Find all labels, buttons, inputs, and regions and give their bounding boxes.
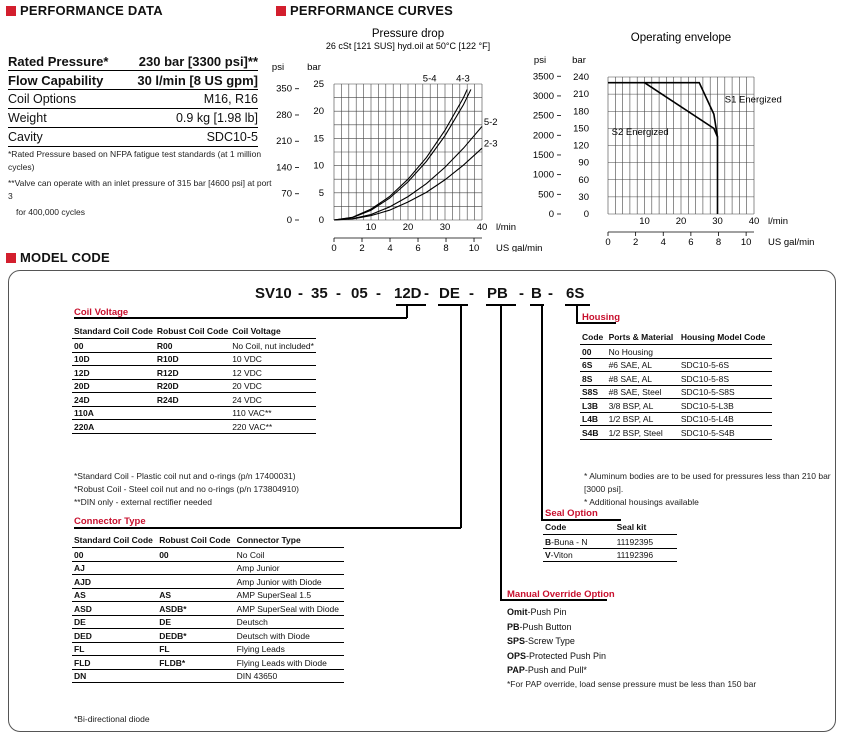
- override-desc: -Push Pin: [527, 607, 567, 617]
- table-cell: L4B: [582, 414, 599, 424]
- override-item: [507, 605, 756, 620]
- y-tick-bar: 5: [318, 187, 324, 199]
- x-axis-label-lpm: l/min: [496, 222, 517, 233]
- leader-line: [576, 304, 578, 323]
- table-cell: 20 VDC: [232, 381, 262, 391]
- table-row: [72, 656, 344, 670]
- table-cell: 10 VDC: [232, 354, 262, 364]
- series-label: 5-2: [483, 116, 498, 128]
- y-tick-bar: 150: [573, 123, 589, 135]
- manual-override-list: [507, 605, 756, 691]
- seal-option-header: Seal kit: [616, 522, 647, 532]
- table-cell: Amp Junior with Diode: [236, 576, 322, 587]
- series-label: S2 Energized: [611, 127, 669, 139]
- housing-header: Ports & Material: [608, 332, 674, 342]
- table-cell: [157, 669, 234, 683]
- seal-kit: 11192396: [616, 550, 654, 560]
- y-axis-label-bar: bar: [307, 62, 321, 73]
- override-code: PB: [507, 621, 520, 632]
- table-cell: [155, 420, 230, 434]
- perf-value: SDC10-5: [206, 130, 258, 144]
- table-cell: SDC10-5-S4B: [680, 427, 735, 438]
- leader-line: [460, 304, 462, 528]
- y-tick-psi: 70: [281, 188, 292, 200]
- y-tick-bar: 0: [583, 209, 589, 220]
- code-separator: -: [298, 285, 303, 302]
- chart-subtitle: 26 cSt [121 SUS] hyd.oil at 50°C [122 °F]: [325, 41, 491, 51]
- perf-row: [8, 52, 258, 71]
- leader-line: [500, 304, 502, 600]
- coil-voltage-header: Standard Coil Code: [74, 326, 153, 336]
- table-cell: No Coil: [236, 549, 265, 560]
- seal-option-header: Code: [545, 522, 567, 532]
- seal-code-cell: [543, 535, 615, 549]
- x-axis-label-gpm: US gal/min: [768, 237, 815, 248]
- table-cell: 220A: [74, 421, 95, 432]
- coil-voltage-note: *Standard Coil - Plastic coil nut and o-rings (p/n 17400031): [74, 471, 296, 481]
- table-cell: [679, 345, 772, 359]
- table-cell: SDC10-5-6S: [680, 360, 730, 370]
- table-cell: #6 SAE, AL: [608, 360, 653, 370]
- table-cell: 8S: [582, 373, 593, 384]
- table-cell: #8 SAE, AL: [608, 373, 653, 384]
- table-cell: Deutsch: [236, 617, 268, 627]
- code-underline: [438, 304, 468, 306]
- performance-charts: [270, 20, 840, 252]
- perf-label: Weight: [8, 111, 47, 125]
- housing-header: Housing Model Code: [680, 332, 766, 342]
- code-segment: 35: [311, 285, 328, 302]
- table-cell: 1/2 BSP, AL: [608, 414, 654, 424]
- table-cell: 00: [159, 549, 169, 560]
- x-tick-gpm: 0: [331, 243, 337, 252]
- code-segment: SV10: [255, 285, 292, 302]
- table-cell: FLD: [74, 657, 91, 668]
- x-tick-lpm: 40: [748, 216, 760, 227]
- coil-voltage-note: **DIN only - external rectifier needed: [74, 497, 212, 507]
- table-cell: 00: [74, 549, 84, 560]
- y-tick-bar: 30: [578, 191, 589, 203]
- y-tick-bar: 60: [578, 174, 589, 186]
- table-row: [72, 339, 316, 353]
- x-tick-lpm: 40: [476, 222, 488, 233]
- connector-type-header: Connector Type: [236, 535, 301, 545]
- table-cell: 12 VDC: [232, 367, 262, 378]
- y-tick-psi: 2000: [532, 130, 554, 142]
- table-cell: R10D: [156, 354, 179, 364]
- note-rated-pressure: *Rated Pressure based on NFPA fatigue test standards (at 1 million cycles): [8, 149, 262, 172]
- performance-curves-heading: [276, 3, 453, 18]
- override-item: [507, 649, 756, 664]
- connector-type-header: Standard Coil Code: [74, 535, 153, 545]
- table-cell: 3/8 BSP, AL: [608, 400, 654, 411]
- x-tick-gpm: 0: [605, 237, 611, 248]
- coil-voltage-notes: [74, 470, 299, 509]
- coil-voltage-note: *Robust Coil - Steel coil nut and no o-rings (p/n 173804910): [74, 484, 299, 494]
- table-cell: R12D: [156, 367, 179, 378]
- seal-code: B: [545, 536, 552, 547]
- x-tick-gpm: 6: [688, 237, 694, 248]
- performance-data-table: [8, 52, 258, 147]
- perf-row: [8, 109, 258, 128]
- table-cell: DIN 43650: [236, 671, 278, 681]
- table-cell: 6S: [582, 360, 593, 370]
- table-cell: AS: [74, 590, 86, 600]
- coil-voltage-table: [72, 326, 316, 434]
- y-tick-bar: 180: [573, 106, 589, 118]
- table-cell: No Housing: [608, 346, 653, 357]
- series-label: 5-4: [422, 73, 437, 85]
- override-code: SPS: [507, 636, 526, 646]
- table-row: [72, 615, 344, 629]
- leader-line: [74, 527, 461, 529]
- chart-title: Pressure drop: [371, 28, 445, 40]
- perf-row: [8, 71, 258, 90]
- x-tick-lpm: 20: [402, 222, 414, 233]
- perf-value: 0.9 kg [1.98 lb]: [175, 111, 258, 125]
- table-cell: SDC10-5-S8S: [680, 387, 735, 397]
- housing-note: * Additional housings available: [584, 497, 699, 507]
- y-tick-bar: 15: [313, 133, 324, 145]
- code-separator: -: [469, 285, 474, 302]
- perf-row: [8, 90, 258, 109]
- table-cell: DE: [74, 617, 86, 627]
- table-cell: #8 SAE, Steel: [608, 387, 662, 397]
- coil-voltage-title: Coil Voltage: [74, 307, 129, 318]
- code-segment: 6S: [566, 285, 585, 302]
- table-cell: SDC10-5-L3B: [680, 400, 734, 411]
- table-row: [72, 420, 316, 434]
- table-cell: Deutsch with Diode: [236, 630, 310, 641]
- y-axis-label-psi: psi: [271, 62, 285, 73]
- y-tick-bar: 120: [573, 140, 589, 152]
- series-label: S1 Energized: [724, 94, 782, 106]
- series-line-s1-energized: [608, 83, 718, 214]
- table-cell: 24D: [74, 394, 90, 405]
- coil-voltage-header: Robust Coil Code: [156, 326, 229, 336]
- performance-curves-title: PERFORMANCE CURVES: [290, 3, 453, 18]
- code-segment: 12D: [394, 285, 422, 302]
- code-segment: DE: [439, 285, 460, 302]
- table-row: [72, 352, 316, 366]
- code-separator: -: [336, 285, 341, 302]
- table-row: [72, 669, 344, 683]
- table-row: [580, 399, 772, 413]
- connector-type-table: [72, 535, 344, 683]
- y-axis-label-bar: bar: [572, 55, 586, 66]
- table-row: [580, 372, 772, 386]
- code-separator: -: [519, 285, 524, 302]
- housing-note: * Aluminum bodies are to be used for pressures less than 210 bar [3000 psi].: [584, 471, 831, 494]
- perf-value: 30 l/min [8 US gpm]: [137, 72, 258, 88]
- override-item: [507, 620, 756, 635]
- table-row: [72, 561, 344, 575]
- x-tick-lpm: 30: [712, 216, 723, 227]
- perf-value: 230 bar [3300 psi]**: [138, 53, 258, 69]
- model-code-title: MODEL CODE: [20, 250, 110, 265]
- y-tick-psi: 500: [538, 189, 554, 201]
- override-item: [507, 634, 756, 649]
- y-tick-psi: 2500: [532, 110, 554, 122]
- perf-value: M16, R16: [203, 92, 258, 106]
- table-cell: FL: [74, 644, 85, 654]
- series-line-4-3: [334, 89, 471, 220]
- override-code: PAP: [507, 665, 525, 675]
- table-row: [72, 642, 344, 656]
- seal-desc: -Buna - N: [551, 536, 588, 547]
- table-row: [580, 358, 772, 372]
- override-desc: -Screw Type: [525, 636, 575, 646]
- x-axis-label-gpm: US gal/min: [496, 243, 543, 252]
- y-tick-bar: 240: [573, 72, 589, 83]
- table-row: [72, 588, 344, 602]
- table-cell: FL: [159, 644, 170, 654]
- y-tick-psi: 3500: [532, 71, 554, 83]
- table-cell: S8S: [582, 387, 599, 397]
- table-cell: 00: [74, 340, 84, 351]
- table-cell: 10D: [74, 354, 90, 364]
- table-cell: No Coil, nut included*: [232, 340, 314, 351]
- red-square-icon: [6, 6, 16, 16]
- table-cell: DED: [74, 630, 92, 641]
- table-cell: 110 VAC**: [232, 408, 272, 418]
- x-tick-gpm: 2: [632, 237, 639, 248]
- table-cell: ASD: [74, 603, 92, 614]
- red-square-icon: [6, 253, 16, 263]
- code-separator: -: [424, 285, 429, 302]
- override-desc: -Protected Push Pin: [526, 650, 607, 661]
- override-code: Omit: [507, 607, 528, 617]
- table-row: [72, 575, 344, 589]
- housing-table: [580, 332, 772, 440]
- table-cell: DN: [74, 671, 87, 681]
- table-cell: L3B: [582, 400, 599, 411]
- table-row: [72, 379, 316, 393]
- note-cycles: for 400,000 cycles: [16, 207, 85, 217]
- red-square-icon: [276, 6, 286, 16]
- override-item: [507, 663, 756, 678]
- seal-option-table: [543, 522, 677, 562]
- y-tick-psi: 0: [286, 215, 292, 226]
- code-separator: -: [376, 285, 381, 302]
- series-label: 4-3: [456, 73, 470, 85]
- table-cell: Flying Leads: [236, 644, 285, 654]
- housing-title: Housing: [582, 312, 620, 323]
- code-segment: B: [531, 285, 542, 302]
- table-cell: AMP SuperSeal with Diode: [236, 603, 339, 614]
- table-cell: Amp Junior: [236, 563, 280, 573]
- table-cell: 220 VAC**: [232, 421, 273, 432]
- table-cell: R00: [156, 340, 173, 351]
- y-tick-psi: 350: [276, 83, 292, 95]
- x-tick-gpm: 8: [443, 243, 449, 252]
- x-tick-lpm: 20: [675, 216, 687, 227]
- connector-type-title: Connector Type: [74, 516, 146, 527]
- x-tick-gpm: 10: [468, 243, 480, 252]
- note-inlet-pressure: **Valve can operate with an inlet pressure of 315 bar [4600 psi] at port 3: [8, 178, 272, 201]
- y-tick-bar: 20: [313, 106, 324, 118]
- table-cell: 24 VDC: [232, 394, 262, 405]
- seal-code-cell: [543, 548, 615, 562]
- manual-override-title: Manual Override Option: [507, 589, 615, 600]
- override-note: *For PAP override, load sense pressure must be less than 150 bar: [507, 678, 757, 689]
- table-row: [543, 548, 677, 562]
- override-desc: -Push Button: [519, 621, 572, 632]
- table-row: [580, 426, 772, 440]
- table-cell: [155, 406, 230, 420]
- seal-desc: -Viton: [550, 550, 573, 560]
- table-row: [72, 366, 316, 380]
- x-tick-lpm: 30: [439, 222, 451, 233]
- leader-line: [541, 519, 621, 521]
- perf-label: Flow Capability: [8, 72, 104, 88]
- y-tick-bar: 25: [313, 79, 324, 90]
- table-cell: 110A: [74, 408, 94, 418]
- leader-line: [541, 304, 543, 520]
- y-tick-bar: 10: [313, 160, 324, 172]
- x-tick-gpm: 2: [359, 243, 365, 252]
- table-cell: AMP SuperSeal 1.5: [236, 590, 312, 600]
- y-tick-psi: 3000: [532, 90, 554, 102]
- model-code-heading: [6, 250, 110, 265]
- table-row: [580, 385, 772, 399]
- table-row: [72, 548, 344, 562]
- table-cell: SDC10-5-8S: [680, 373, 730, 384]
- x-tick-gpm: 4: [387, 243, 393, 252]
- x-tick-gpm: 4: [660, 237, 666, 248]
- table-cell: [157, 575, 234, 589]
- x-axis-label-lpm: l/min: [768, 216, 789, 227]
- code-segment: PB: [487, 285, 508, 302]
- perf-label: Rated Pressure*: [8, 53, 109, 69]
- x-tick-gpm: 6: [415, 243, 421, 252]
- y-tick-psi: 1000: [532, 169, 554, 181]
- table-cell: DEDB*: [159, 630, 187, 641]
- y-tick-bar: 0: [318, 215, 324, 226]
- table-row: [72, 393, 316, 407]
- table-cell: AJ: [74, 563, 85, 573]
- performance-data-title: PERFORMANCE DATA: [20, 3, 163, 18]
- table-cell: Flying Leads with Diode: [236, 657, 327, 668]
- series-label: 2-3: [483, 138, 498, 150]
- y-tick-psi: 1500: [532, 149, 554, 161]
- seal-code: V: [545, 550, 551, 560]
- seal-kit: 11192395: [616, 536, 654, 547]
- x-tick-lpm: 10: [365, 222, 377, 233]
- x-tick-gpm: 10: [740, 237, 752, 248]
- perf-row: [8, 128, 258, 147]
- table-row: [72, 602, 344, 616]
- table-cell: 00: [582, 346, 592, 357]
- table-cell: 20D: [74, 381, 90, 391]
- y-tick-psi: 280: [276, 109, 292, 121]
- y-tick-bar: 210: [573, 89, 589, 101]
- y-tick-bar: 90: [578, 157, 589, 169]
- code-segment: 05: [351, 285, 368, 302]
- override-code: OPS: [507, 650, 527, 661]
- table-cell: DE: [159, 617, 172, 627]
- table-cell: ASDB*: [159, 603, 187, 614]
- y-tick-psi: 140: [276, 162, 292, 174]
- table-cell: 1/2 BSP, Steel: [608, 427, 663, 438]
- perf-label: Coil Options: [8, 92, 77, 106]
- table-cell: SDC10-5-L4B: [680, 414, 734, 424]
- coil-voltage-header: Coil Voltage: [232, 326, 281, 336]
- table-cell: FLDB*: [159, 657, 186, 668]
- table-row: [580, 345, 772, 359]
- housing-header: Code: [582, 332, 604, 342]
- connector-type-header: Robust Coil Code: [159, 535, 231, 545]
- seal-option-title: Seal Option: [545, 508, 598, 519]
- table-row: [580, 412, 772, 426]
- table-cell: S4B: [582, 427, 599, 438]
- y-axis-label-psi: psi: [533, 55, 547, 66]
- leader-line: [406, 304, 408, 318]
- table-cell: R24D: [156, 394, 179, 405]
- table-row: [543, 535, 677, 549]
- table-row: [72, 629, 344, 643]
- table-cell: R20D: [156, 381, 179, 391]
- x-tick-lpm: 10: [639, 216, 650, 227]
- housing-notes: [584, 470, 848, 509]
- table-cell: AS: [159, 590, 172, 600]
- code-separator: -: [548, 285, 553, 302]
- table-cell: AJD: [74, 576, 92, 587]
- code-underline: [565, 304, 590, 306]
- table-cell: [157, 561, 234, 575]
- table-cell: 12D: [74, 367, 90, 378]
- connector-type-note: *Bi-directional diode: [74, 714, 150, 724]
- chart-title: Operating envelope: [630, 32, 732, 44]
- performance-data-heading: [6, 3, 163, 18]
- table-row: [72, 406, 316, 420]
- x-tick-gpm: 8: [715, 237, 722, 248]
- y-tick-psi: 0: [548, 209, 554, 220]
- performance-notes: [8, 148, 278, 219]
- code-underline: [396, 304, 426, 306]
- override-desc: -Push and Pull*: [524, 665, 587, 675]
- perf-label: Cavity: [8, 130, 43, 144]
- y-tick-psi: 210: [276, 136, 292, 148]
